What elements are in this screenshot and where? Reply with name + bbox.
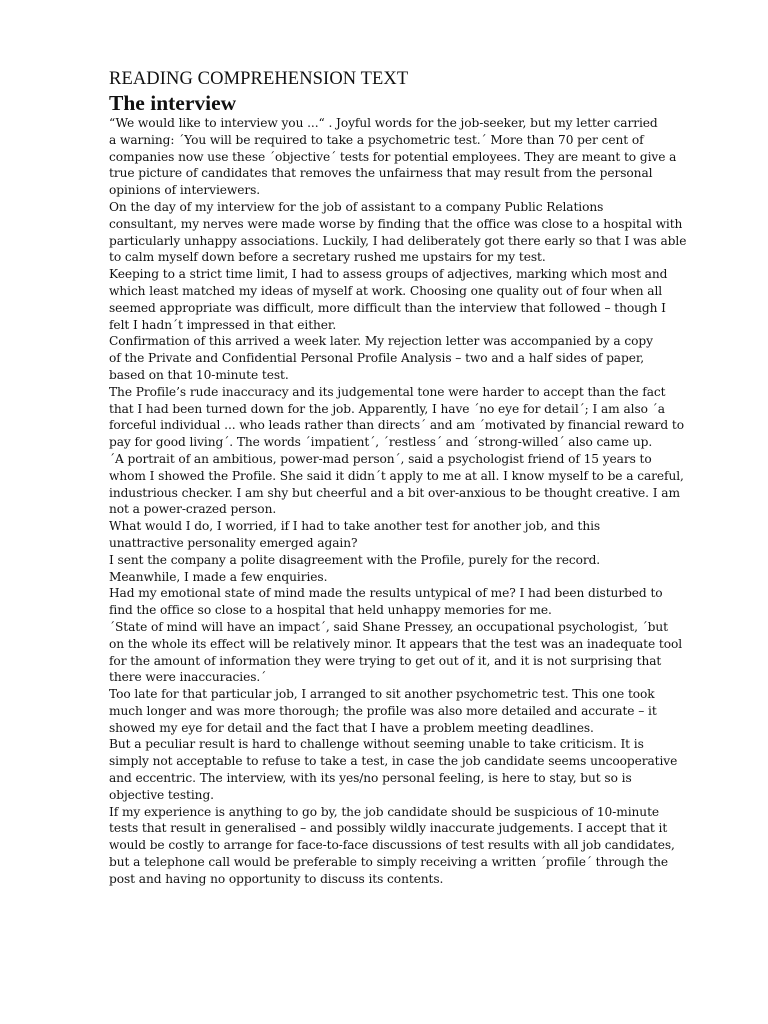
- text-line: The Profile’s rude inaccuracy and its judgemental tone were harder to accept than the fact: [109, 384, 666, 399]
- paragraph: [109, 736, 699, 803]
- document-page: [109, 68, 699, 888]
- text-line: tests that result in generalised – and possibly wildly inaccurate judgements. I accept that it: [109, 821, 668, 836]
- text-line: Too late for that particular job, I arranged to sit another psychometric test. This one took: [109, 687, 655, 702]
- paragraph: [109, 451, 699, 518]
- text-line: ´State of mind will have an impact´, said Shane Pressey, an occupational psychologist, ´but: [109, 619, 668, 634]
- text-line: ´A portrait of an ambitious, power-mad person´, said a psychologist friend of 15 years to: [109, 451, 652, 466]
- text-line: forceful individual ... who leads rather than directs´ and am ´motivated by financial reward to: [109, 418, 685, 433]
- text-line: post and having no opportunity to discuss its contents.: [109, 871, 444, 886]
- article-body: [109, 115, 699, 888]
- text-line: On the day of my interview for the job of assistant to a company Public Relations: [109, 199, 604, 214]
- paragraph: [109, 585, 699, 619]
- paragraph: [109, 115, 699, 199]
- paragraph: [109, 804, 699, 888]
- text-line: I sent the company a polite disagreement with the Profile, purely for the record.: [109, 552, 601, 567]
- article-title: The interview: [109, 91, 237, 115]
- text-line: What would I do, I worried, if I had to take another test for another job, and this: [109, 519, 601, 534]
- paragraph: [109, 518, 699, 552]
- text-line: Keeping to a strict time limit, I had to assess groups of adjectives, marking which most and: [109, 267, 668, 282]
- text-line: objective testing.: [109, 787, 214, 802]
- text-line: of the Private and Confidential Personal Profile Analysis – two and a half sides of paper,: [109, 351, 645, 366]
- text-line: seemed appropriate was difficult, more difficult than the interview that followed – though I: [109, 300, 666, 315]
- text-line: a warning: ´You will be required to take a psychometric test.´ More than 70 per cent of: [109, 132, 644, 147]
- text-line: and eccentric. The interview, with its yes/no personal feeling, is here to stay, but so is: [109, 771, 632, 786]
- text-line: consultant, my nerves were made worse by finding that the office was close to a hospital with: [109, 216, 683, 231]
- text-line: true picture of candidates that removes the unfairness that may result from the personal: [109, 166, 653, 181]
- text-line: If my experience is anything to go by, the job candidate should be suspicious of 10-minute: [109, 804, 660, 819]
- paragraph: [109, 333, 699, 383]
- text-line: felt I hadn´t impressed in that either.: [109, 317, 337, 332]
- paragraph: [109, 552, 699, 569]
- paragraph: [109, 199, 699, 266]
- text-line: which least matched my ideas of myself at work. Choosing one quality out of four when all: [109, 283, 663, 298]
- text-line: Confirmation of this arrived a week later. My rejection letter was accompanied by a copy: [109, 334, 653, 349]
- text-line: showed my eye for detail and the fact that I have a problem meeting deadlines.: [109, 720, 594, 735]
- text-line: “We would like to interview you ...“ . Joyful words for the job-seeker, but my letter carried: [109, 116, 658, 130]
- text-line: companies now use these ´objective´ tests for potential employees. They are meant to give a: [109, 149, 677, 164]
- text-line: would be costly to arrange for face-to-face discussions of test results with all job candidates,: [109, 838, 675, 853]
- text-line: Meanwhile, I made a few enquiries.: [109, 569, 328, 584]
- paragraph: [109, 569, 699, 586]
- text-line: pay for good living´. The words ´impatient´, ´restless´ and ´strong-willed´ also came up.: [109, 435, 653, 450]
- paragraph: [109, 384, 699, 451]
- text-line: unattractive personality emerged again?: [109, 535, 358, 550]
- text-line: based on that 10-minute test.: [109, 367, 289, 382]
- text-line: to calm myself down before a secretary rushed me upstairs for my test.: [109, 250, 546, 265]
- text-line: particularly unhappy associations. Luckily, I had deliberately got there early so that I was able: [109, 233, 687, 248]
- text-line: but a telephone call would be preferable to simply receiving a written ´profile´ through the: [109, 855, 669, 870]
- text-line: industrious checker. I am shy but cheerful and a bit over-anxious to be thought creative. I am: [109, 485, 680, 500]
- text-line: simply not acceptable to refuse to take a test, in case the job candidate seems uncooperative: [109, 754, 678, 769]
- paragraph: [109, 686, 699, 736]
- document-heading: READING COMPREHENSION TEXT: [109, 69, 409, 89]
- text-line: not a power-crazed person.: [109, 502, 277, 517]
- paragraph: [109, 619, 699, 686]
- text-line: opinions of interviewers.: [109, 183, 261, 198]
- text-line: But a peculiar result is hard to challenge without seeming unable to take criticism. It is: [109, 737, 644, 752]
- text-line: there were inaccuracies.´: [109, 670, 267, 685]
- text-line: whom I showed the Profile. She said it didn´t apply to me at all. I know myself to be a careful,: [109, 468, 684, 483]
- paragraph: [109, 266, 699, 333]
- text-line: on the whole its effect will be relatively minor. It appears that the test was an inadequate tool: [109, 636, 683, 651]
- text-line: that I had been turned down for the job. Apparently, I have ´no eye for detail´; I am also ´a: [109, 401, 665, 416]
- text-line: Had my emotional state of mind made the results untypical of me? I had been disturbed to: [109, 586, 663, 601]
- text-line: for the amount of information they were trying to get out of it, and it is not surprising that: [109, 653, 662, 668]
- text-line: much longer and was more thorough; the profile was also more detailed and accurate – it: [109, 703, 657, 718]
- text-line: find the office so close to a hospital that held unhappy memories for me.: [109, 603, 552, 618]
